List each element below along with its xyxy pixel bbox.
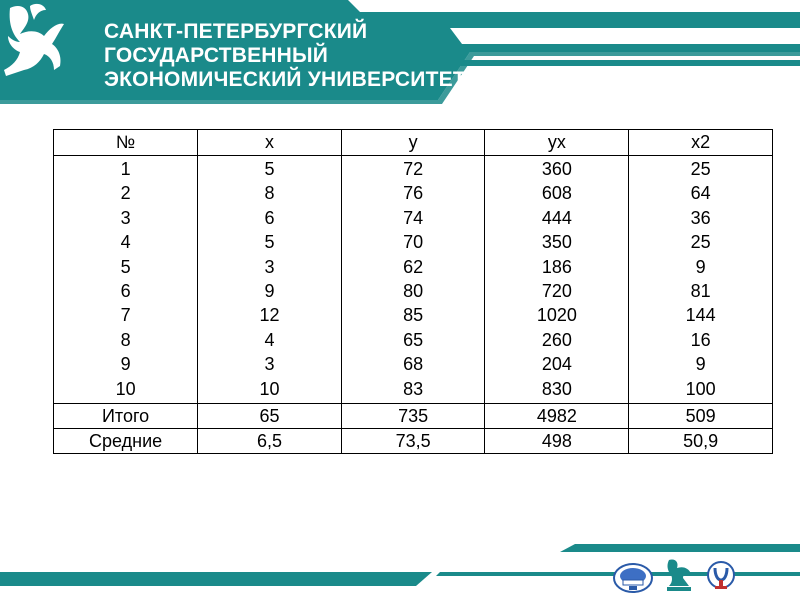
header-x: x <box>198 130 342 156</box>
averages-y: 73,5 <box>341 428 485 453</box>
table-cell: 80 <box>403 280 424 301</box>
table-cell: 7 <box>120 305 131 326</box>
averages-x: 6,5 <box>198 428 342 453</box>
table-cell: 2 <box>120 183 131 204</box>
footer-banner <box>0 530 800 600</box>
table-cell: 720 <box>541 280 572 301</box>
totals-x: 65 <box>198 403 342 428</box>
averages-label: Средние <box>54 428 198 453</box>
table-cell: 8 <box>264 183 275 204</box>
table-cell: 3 <box>264 354 275 375</box>
finec-logo-icon <box>663 556 695 594</box>
table-cell: 83 <box>403 378 424 399</box>
header-x2: x2 <box>629 130 773 156</box>
table-cell: 6 <box>264 207 275 228</box>
table-cell: 144 <box>685 305 716 326</box>
table-cell: 9 <box>695 256 706 277</box>
table-cell: 16 <box>690 329 711 350</box>
header-banner <box>0 0 800 108</box>
institute-emblem-icon <box>706 560 736 592</box>
table-cell: 62 <box>403 256 424 277</box>
table-cell: 444 <box>541 207 572 228</box>
table-cell: 204 <box>541 354 572 375</box>
table-cell: 100 <box>685 378 716 399</box>
header-y: y <box>341 130 485 156</box>
table-cell: 5 <box>264 232 275 253</box>
column-x2 <box>629 156 773 404</box>
table-cell: 76 <box>403 183 424 204</box>
table-cell: 186 <box>541 256 572 277</box>
totals-label: Итого <box>54 403 198 428</box>
title-line-2: ГОСУДАРСТВЕННЫЙ <box>104 44 329 67</box>
averages-x2: 50,9 <box>629 428 773 453</box>
table-cell: 8 <box>120 329 131 350</box>
table-cell: 70 <box>403 232 424 253</box>
totals-x2: 509 <box>629 403 773 428</box>
table-cell: 5 <box>120 256 131 277</box>
table-cell: 12 <box>259 305 280 326</box>
table-cell: 85 <box>403 305 424 326</box>
table-cell: 5 <box>264 159 275 179</box>
column-yx <box>485 156 629 404</box>
table-cell: 9 <box>264 280 275 301</box>
header-yx: yx <box>485 130 629 156</box>
university-title <box>104 20 466 92</box>
header-number: № <box>54 130 198 156</box>
table-data-row <box>54 156 773 404</box>
table-row-averages <box>54 428 773 453</box>
table-cell: 608 <box>541 183 572 204</box>
table-cell: 25 <box>690 232 711 253</box>
table-cell: 65 <box>403 329 424 350</box>
table-cell: 1020 <box>536 305 577 326</box>
table-row-totals <box>54 403 773 428</box>
regression-table <box>53 129 773 454</box>
table-cell: 360 <box>541 159 572 179</box>
totals-yx: 4982 <box>485 403 629 428</box>
title-line-3: ЭКОНОМИЧЕСКИЙ УНИВЕРСИТЕТ <box>104 68 466 91</box>
averages-yx: 498 <box>485 428 629 453</box>
table-cell: 9 <box>695 354 706 375</box>
title-line-1: САНКТ-ПЕТЕРБУРГСКИЙ <box>104 20 368 43</box>
table-cell: 4 <box>264 329 275 350</box>
table-cell: 4 <box>120 232 131 253</box>
column-y <box>341 156 485 404</box>
table-cell: 3 <box>264 256 275 277</box>
table-cell: 64 <box>690 183 711 204</box>
table-cell: 10 <box>115 378 136 399</box>
table-cell: 74 <box>403 207 424 228</box>
table-cell: 81 <box>690 280 711 301</box>
totals-y: 735 <box>341 403 485 428</box>
table-cell: 9 <box>120 354 131 375</box>
table-cell: 350 <box>541 232 572 253</box>
table-cell: 1 <box>120 159 131 179</box>
table-cell: 260 <box>541 329 572 350</box>
column-x <box>198 156 342 404</box>
table-cell: 36 <box>690 207 711 228</box>
table-cell: 10 <box>259 378 280 399</box>
column-number <box>54 156 198 404</box>
table-cell: 830 <box>541 378 572 399</box>
table-cell: 6 <box>120 280 131 301</box>
table-cell: 3 <box>120 207 131 228</box>
table-header-row <box>54 130 773 156</box>
table-cell: 25 <box>690 159 711 179</box>
university-emblem-icon <box>612 562 654 594</box>
table-cell: 72 <box>403 159 424 179</box>
table-cell: 68 <box>403 354 424 375</box>
griffin-logo-icon <box>0 0 66 78</box>
